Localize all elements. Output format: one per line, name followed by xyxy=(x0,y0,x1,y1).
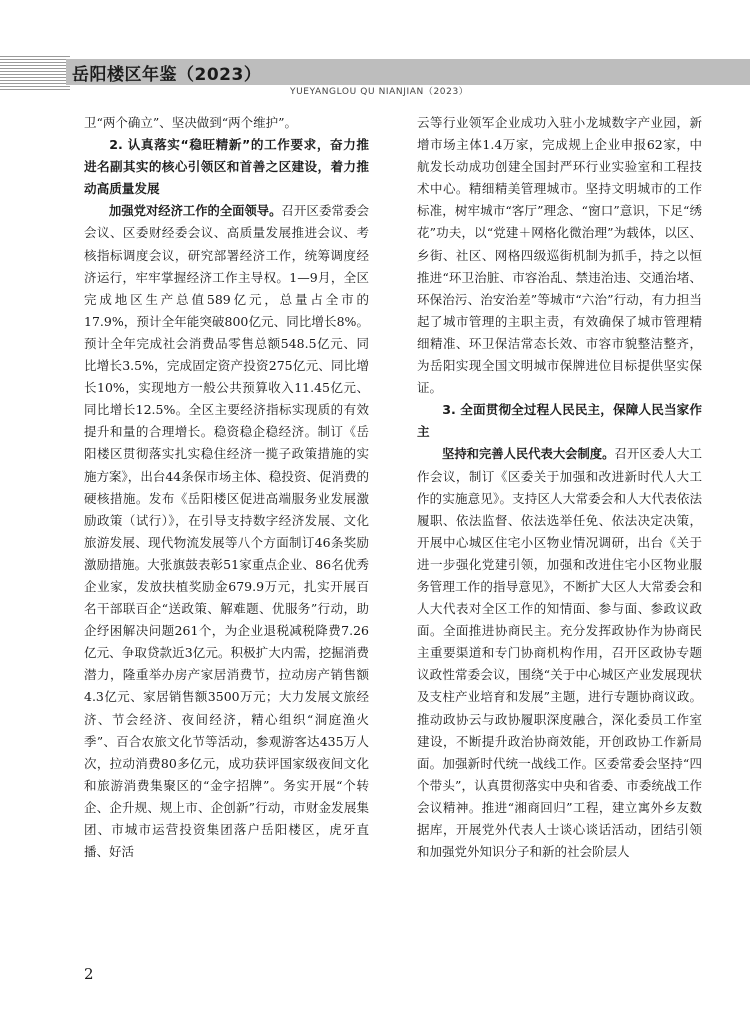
paragraph xyxy=(84,200,369,863)
paragraph-continuation: 卫“两个确立”、坚决做到“两个维护”。 xyxy=(84,115,298,130)
section-heading-2: 2. 认真落实“稳旺精新”的工作要求，奋力推进名副其实的核心引领区和首善之区建设，着力推动高质量发展 xyxy=(84,137,369,197)
header-stripes xyxy=(0,56,70,92)
left-column xyxy=(84,112,369,863)
paragraph xyxy=(417,443,702,863)
running-header-title: 岳阳楼区年鉴（2023） xyxy=(72,65,262,85)
section-heading-3: 3. 全面贯彻全过程人民民主，保障人民当家作主 xyxy=(417,402,702,440)
paragraph-body: 召开区委人大工作会议，制订《区委关于加强和改进新时代人大工作的实施意见》。支持区人大常委会和人大代表依法履职、依法监督、依法选举任免、依法决定决策，开展中心城区住宅小区物业情况调研，出台《关于进一步强化党建引领，加强和改进住宅小区物业服务管理工作的指导意见》，不断扩大区人大常委会和人大代表对全区工作的知情面、参与面、参政议政面。全面推进协商民主。充分发挥政协作为协商民主重要渠道和专门协商机构作用，召开区政协专题议政性常委会议，围绕“关于中心城区产业发展现状及支柱产业培育和发展”主题，进行专题协商议政。推动政协云与政协履职深度融合，深化委员工作室建设，不断提升政治协商效能，开创政协工作新局面。加强新时代统一战线工作。区委常委会坚持“四个带头”，认真贯彻落实中央和省委、市委统战工作会议精神。推进“湘商回归”工程，建立寓外乡友数据库，开展党外代表人士谈心谈话活动，团结引领和加强党外知识分子和新的社会阶层人 xyxy=(417,446,702,860)
page-number: 2 xyxy=(84,965,94,983)
paragraph-continuation: 云等行业领军企业成功入驻小龙城数字产业园，新增市场主体1.4万家，完成规上企业申报62家，中航发长动成功创建全国封严环行业实验室和工程技术中心。精细精美管理城市。坚持文明城市的工作标准，树牢城市“客厅”理念、“窗口”意识，下足“绣花”功夫，以“党建＋网格化微治理”为载体，以区、乡街、社区、网格四级巡街机制为抓手，持之以恒推进“环卫治脏、市容治乱、禁违治违、交通治堵、环保治污、治安治差”等城市“六治”行动，有力担当起了城市管理的主职主责，有效确保了城市管理精细精准、环卫保洁常态长效、市容市貌整洁整齐，为岳阳实现全国文明城市保牌进位目标提供坚实保证。 xyxy=(417,115,702,396)
paragraph-lead: 加强党对经济工作的全面领导。 xyxy=(109,204,282,219)
right-column xyxy=(417,112,702,863)
paragraph-body: 召开区委常委会会议、区委财经委会议、高质量发展推进会议、考核指标调度会议，研究部署经济工作，统筹调度经济运行，牢牢掌握经济工作主导权。1—9月，全区完成地区生产总值589亿元，总量占全市的17.9%，预计全年能突破800亿元、同比增长8%。预计全年完成社会消费品零售总额548.5亿元、同比增长3.5%，完成固定资产投资275亿元、同比增长10%，实现地方一般公共预算收入11.45亿元、同比增长12.5%。全区主要经济指标实现质的有效提升和量的合理增长。稳资稳企稳经济。制订《岳阳楼区贯彻落实扎实稳住经济一揽子政策措施的实施方案》，出台44条保市场主体、稳投资、促消费的硬核措施。发布《岳阳楼区促进高端服务业发展激励政策（试行）》，在引导支持数字经济发展、文化旅游发展、现代物流发展等八个方面制订46条奖励激励措施。大张旗鼓表彰51家重点企业、86名优秀企业家，发放扶植奖励金679.9万元，扎实开展百名干部联百企“送政策、解难题、优服务”行动，助企纾困解决问题261个，为企业退税减税降费7.26亿元、争取贷款近3亿元。积极扩大内需，挖掘消费潜力，隆重举办房产家居消费节，拉动房产销售额4.3亿元、家居销售额3500万元；大力发展文旅经济、节会经济、夜间经济，精心组织“洞庭渔火季”、百合农旅文化节等活动，参观游客达435万人次，拉动消费80多亿元，成功获评国家级夜间文化和旅游消费集聚区的“金字招牌”。务实开展“个转企、企升规、规上市、企创新”行动，市财金发展集团、市城市运营投资集团落户岳阳楼区，虎牙直播、好活 xyxy=(84,203,369,860)
running-header-subtitle: YUEYANGLOU QU NIANJIAN（2023） xyxy=(290,87,469,97)
paragraph-lead: 坚持和完善人民代表大会制度。 xyxy=(442,447,615,462)
